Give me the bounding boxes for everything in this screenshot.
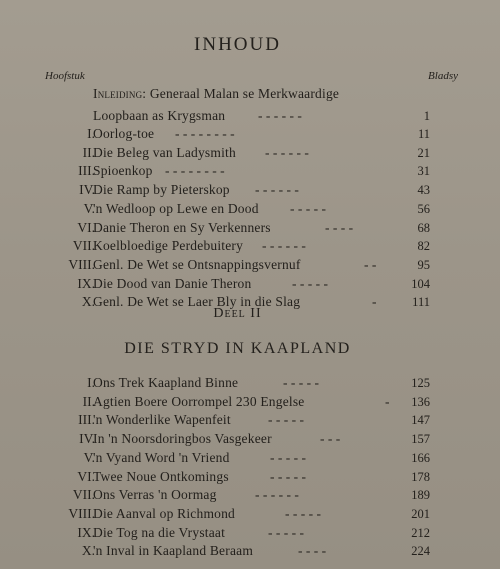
page-title: INHOUD — [194, 34, 281, 55]
leader-dots: - - - - - - — [265, 144, 309, 160]
page-number: 104 — [411, 276, 430, 291]
toc-entry — [0, 124, 500, 144]
page-number: 178 — [411, 469, 430, 484]
leader-dots: - — [372, 294, 377, 310]
page-number: 125 — [411, 376, 430, 390]
chapter-number: VIII. — [68, 505, 95, 521]
chapter-number: III. — [78, 163, 95, 179]
page-number: 189 — [411, 488, 430, 503]
leader-dots: - - - - - - — [255, 487, 299, 503]
leader-dots: - — [385, 393, 390, 409]
chapter-number: I. — [87, 126, 95, 141]
chapter-number: VII. — [72, 238, 95, 254]
chapter-title: Twee Noue Ontkomings — [93, 468, 229, 484]
toc-entry — [0, 255, 500, 275]
chapter-title: Genl. De Wet se Laer Bly in die Slag — [93, 294, 301, 310]
section-title: DIE STRYD IN KAAPLAND — [124, 340, 351, 357]
toc-entry — [0, 143, 500, 163]
toc-entry — [0, 373, 500, 393]
page-number: 136 — [411, 394, 430, 409]
chapter-title: Ons Verras 'n Oormag — [93, 487, 217, 503]
chapter-number: II. — [82, 393, 95, 409]
chapter-number: V. — [83, 200, 95, 216]
leader-dots: - - - - - — [270, 468, 306, 484]
chapter-title: Die Dood van Danie Theron — [93, 275, 252, 291]
chapter-number: X. — [81, 543, 95, 559]
page-number: 43 — [417, 183, 430, 198]
page-number: 201 — [411, 506, 430, 521]
chapter-title: In 'n Noorsdoringbos Vasgekeer — [93, 431, 272, 447]
chapter-title: Koelbloedige Perdebuitery — [93, 238, 244, 254]
toc-entry — [0, 504, 500, 524]
chapter-title: Agtien Boere Oorrompel 230 Engelse — [93, 393, 305, 409]
leader-dots: - - - - - - — [258, 108, 302, 123]
chapter-number: V. — [83, 449, 95, 465]
chapter-title: Oorlog-toe — [93, 126, 155, 141]
chapter-column-heading: Hoofstuk — [45, 70, 85, 82]
chapter-title: Die Tog na die Vrystaat — [93, 524, 226, 540]
chapter-title: Spioenkop — [93, 163, 153, 179]
toc-entry — [0, 218, 500, 238]
leader-dots: - - - - - - - - — [175, 126, 235, 141]
toc-entry — [0, 429, 500, 449]
leader-dots: - - - - - — [270, 449, 306, 465]
chapter-title: Die Ramp by Pieterskop — [93, 182, 230, 198]
chapter-number: IX. — [77, 275, 95, 291]
intro-title-line2: Loopbaan as Krygsman — [93, 108, 226, 123]
page-number: 56 — [417, 201, 430, 216]
chapter-title: Danie Theron en Sy Verkenners — [93, 219, 271, 235]
toc-entry — [0, 161, 500, 181]
intro-label: Inleiding: — [93, 86, 147, 101]
chapter-number: II. — [82, 144, 95, 160]
chapter-number: VI. — [77, 468, 95, 484]
toc-entry — [0, 392, 500, 412]
toc-entry — [0, 523, 500, 543]
page-number: 11 — [417, 127, 430, 141]
chapter-number: I. — [87, 375, 95, 390]
chapter-number: VI. — [77, 219, 95, 235]
toc-entry — [0, 448, 500, 468]
chapter-title: 'n Inval in Kaapland Beraam — [93, 543, 254, 559]
toc-entry — [0, 199, 500, 219]
leader-dots: - - - - - — [283, 375, 319, 390]
chapter-number: IV. — [79, 182, 95, 198]
leader-dots: - - - - - — [290, 200, 326, 216]
leader-dots: - - - - - — [268, 524, 304, 540]
page-number: 95 — [417, 257, 430, 272]
leader-dots: - - - — [320, 431, 341, 447]
toc-entry — [0, 485, 500, 505]
chapter-number: X. — [81, 294, 95, 310]
leader-dots: - - - - — [298, 543, 327, 559]
chapter-title: Die Beleg van Ladysmith — [93, 144, 236, 160]
chapter-title: 'n Wedloop op Lewe en Dood — [93, 200, 259, 216]
intro-entry-line2 — [0, 106, 500, 126]
toc-entry — [0, 410, 500, 430]
page-number: 212 — [411, 525, 430, 540]
leader-dots: - - — [364, 256, 377, 272]
leader-dots: - - - - - - — [255, 182, 299, 198]
part-heading: Deel II — [213, 306, 262, 321]
intro-title-line1: Generaal Malan se Merkwaardige — [149, 86, 340, 101]
chapter-number: IX. — [77, 524, 95, 540]
toc-entry — [0, 467, 500, 487]
page-number: 147 — [411, 413, 430, 428]
intro-page-number: 1 — [423, 109, 430, 123]
chapter-title: 'n Vyand Word 'n Vriend — [93, 449, 230, 465]
page-number: 21 — [417, 145, 430, 160]
page-number: 31 — [417, 164, 430, 179]
toc-entry — [0, 541, 500, 561]
leader-dots: - - - - - - — [262, 238, 306, 254]
page-column-heading: Bladsy — [428, 70, 458, 82]
page-number: 111 — [412, 295, 430, 310]
page-number: 166 — [411, 450, 430, 465]
page-number: 157 — [411, 432, 430, 447]
chapter-number: III. — [78, 412, 95, 428]
intro-entry-line1 — [93, 86, 339, 102]
page-number: 68 — [417, 220, 430, 235]
chapter-title: Genl. De Wet se Ontsnappingsvernuf — [93, 256, 301, 272]
leader-dots: - - - - - — [292, 275, 328, 291]
page-number: 82 — [417, 239, 430, 254]
chapter-title: Die Aanval op Richmond — [93, 505, 236, 521]
page-number: 224 — [411, 544, 430, 559]
leader-dots: - - - - — [325, 219, 354, 235]
chapter-title: Ons Trek Kaapland Binne — [93, 375, 239, 390]
leader-dots: - - - - - — [285, 505, 321, 521]
chapter-number: IV. — [79, 431, 95, 447]
toc-entry — [0, 236, 500, 256]
toc-entry — [0, 274, 500, 294]
leader-dots: - - - - - - - - — [165, 163, 225, 179]
chapter-title: 'n Wonderlike Wapenfeit — [93, 412, 231, 428]
chapter-number: VIII. — [68, 256, 95, 272]
chapter-number: VII. — [72, 487, 95, 503]
toc-entry — [0, 180, 500, 200]
leader-dots: - - - - - — [268, 412, 304, 428]
